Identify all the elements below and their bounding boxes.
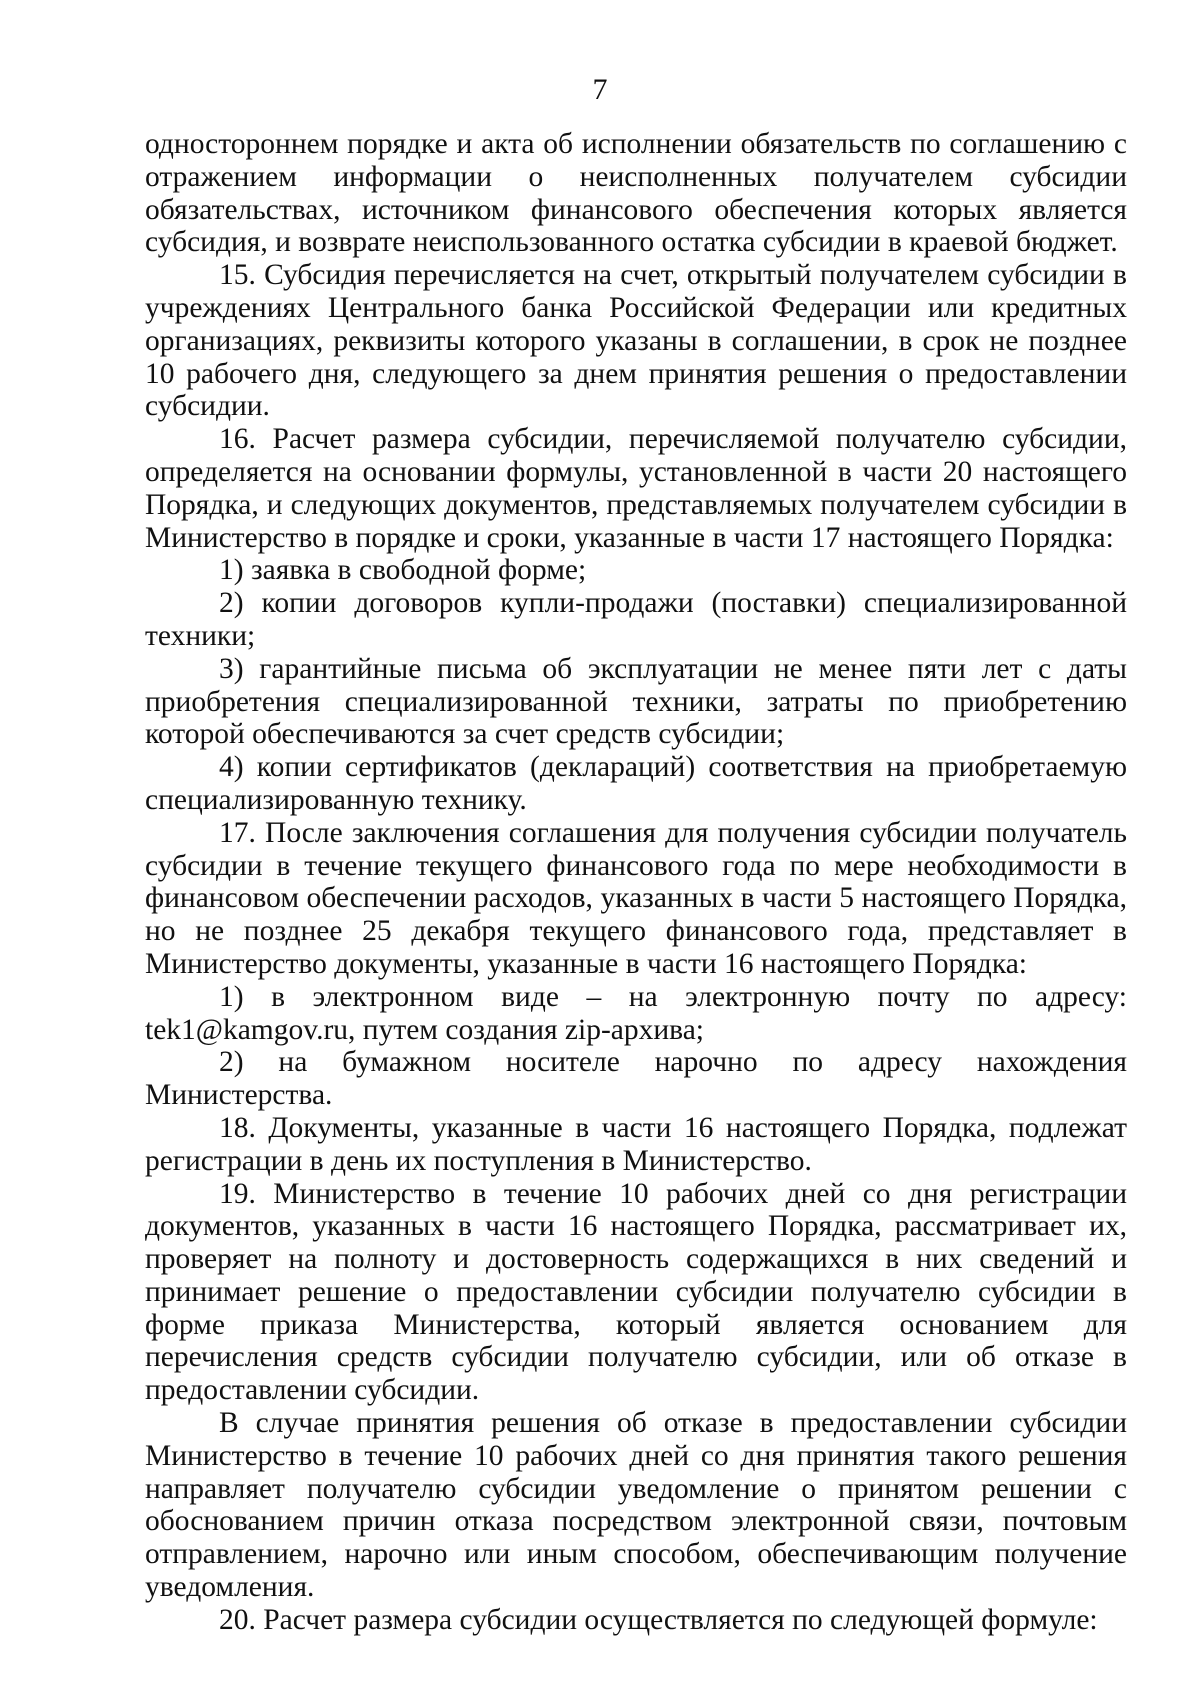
paragraph: 20. Расчет размера субсидии осуществляется по следующей формуле: (219, 1603, 1098, 1636)
document-body (145, 128, 1127, 1637)
list-item: 4) копии сертификатов (деклараций) соответствия на приобретаемую специализированную технику. (145, 751, 1127, 816)
page-number: 7 (592, 73, 608, 106)
paragraph: 16. Расчет размера субсидии, перечисляемой получателю субсидии, определяется на основании формулы, установленной в части 20 настоящего Порядка, и следующих документов, представляемых получателем субсидии в Министерство в порядке и сроки, указанные в части 17 настоящего Порядка: (145, 423, 1127, 554)
paragraph: В случае принятия решения об отказе в предоставлении субсидии Министерство в течение 10 рабочих дней со дня принятия такого решения направляет получателю субсидии уведомление о принятом решении с обоснованием причин отказа посредством электронной связи, почтовым отправлением, нарочно или иным способом, обеспечивающим получение уведомления. (145, 1407, 1127, 1604)
list-item: 2) на бумажном носителе нарочно по адресу нахождения Министерства. (145, 1046, 1127, 1112)
list-item: 2) копии договоров купли-продажи (поставки) специализированной техники; (145, 587, 1127, 652)
list-item: 1) в электронном виде – на электронную почту по адресу: tek1@kamgov.ru, путем создания zip-архива; (145, 980, 1127, 1046)
paragraph: 17. После заключения соглашения для получения субсидии получатель субсидии в течение текущего финансового года по мере необходимости в финансовом обеспечении расходов, указанных в части 5 настоящего Порядка, но не позднее 25 декабря текущего финансового года, представляет в Министерство документы, указанные в части 16 настоящего Порядка: (145, 816, 1127, 980)
paragraph: 15. Субсидия перечисляется на счет, открытый получателем субсидии в учреждениях Центрального банка Российской Федерации или кредитных организациях, реквизиты которого указаны в соглашении, в срок не позднее 10 рабочего дня, следующего за днем принятия решения о предоставлении субсидии. (145, 259, 1127, 423)
paragraph: одностороннем порядке и акта об исполнении обязательств по соглашению с отражением информации о неисполненных получателем субсидии обязательствах, источником финансового обеспечения которых является субсидия, и возврате неиспользованного остатка субсидии в краевой бюджет. (145, 128, 1127, 259)
paragraph: 19. Министерство в течение 10 рабочих дней со дня регистрации документов, указанных в части 16 настоящего Порядка, рассматривает их, проверяет на полноту и достоверность содержащихся в них сведений и принимает решение о предоставлении субсидии получателю субсидии в форме приказа Министерства, который является основанием для перечисления средств субсидии получателю субсидии, или об отказе в предоставлении субсидии. (145, 1177, 1127, 1407)
list-item: 3) гарантийные письма об эксплуатации не менее пяти лет с даты приобретения специализированной техники, затраты по приобретению которой обеспечиваются за счет средств субсидии; (145, 652, 1127, 751)
list-item: 1) заявка в свободной форме; (219, 554, 587, 587)
paragraph: 18. Документы, указанные в части 16 настоящего Порядка, подлежат регистрации в день их поступления в Министерство. (145, 1111, 1127, 1177)
